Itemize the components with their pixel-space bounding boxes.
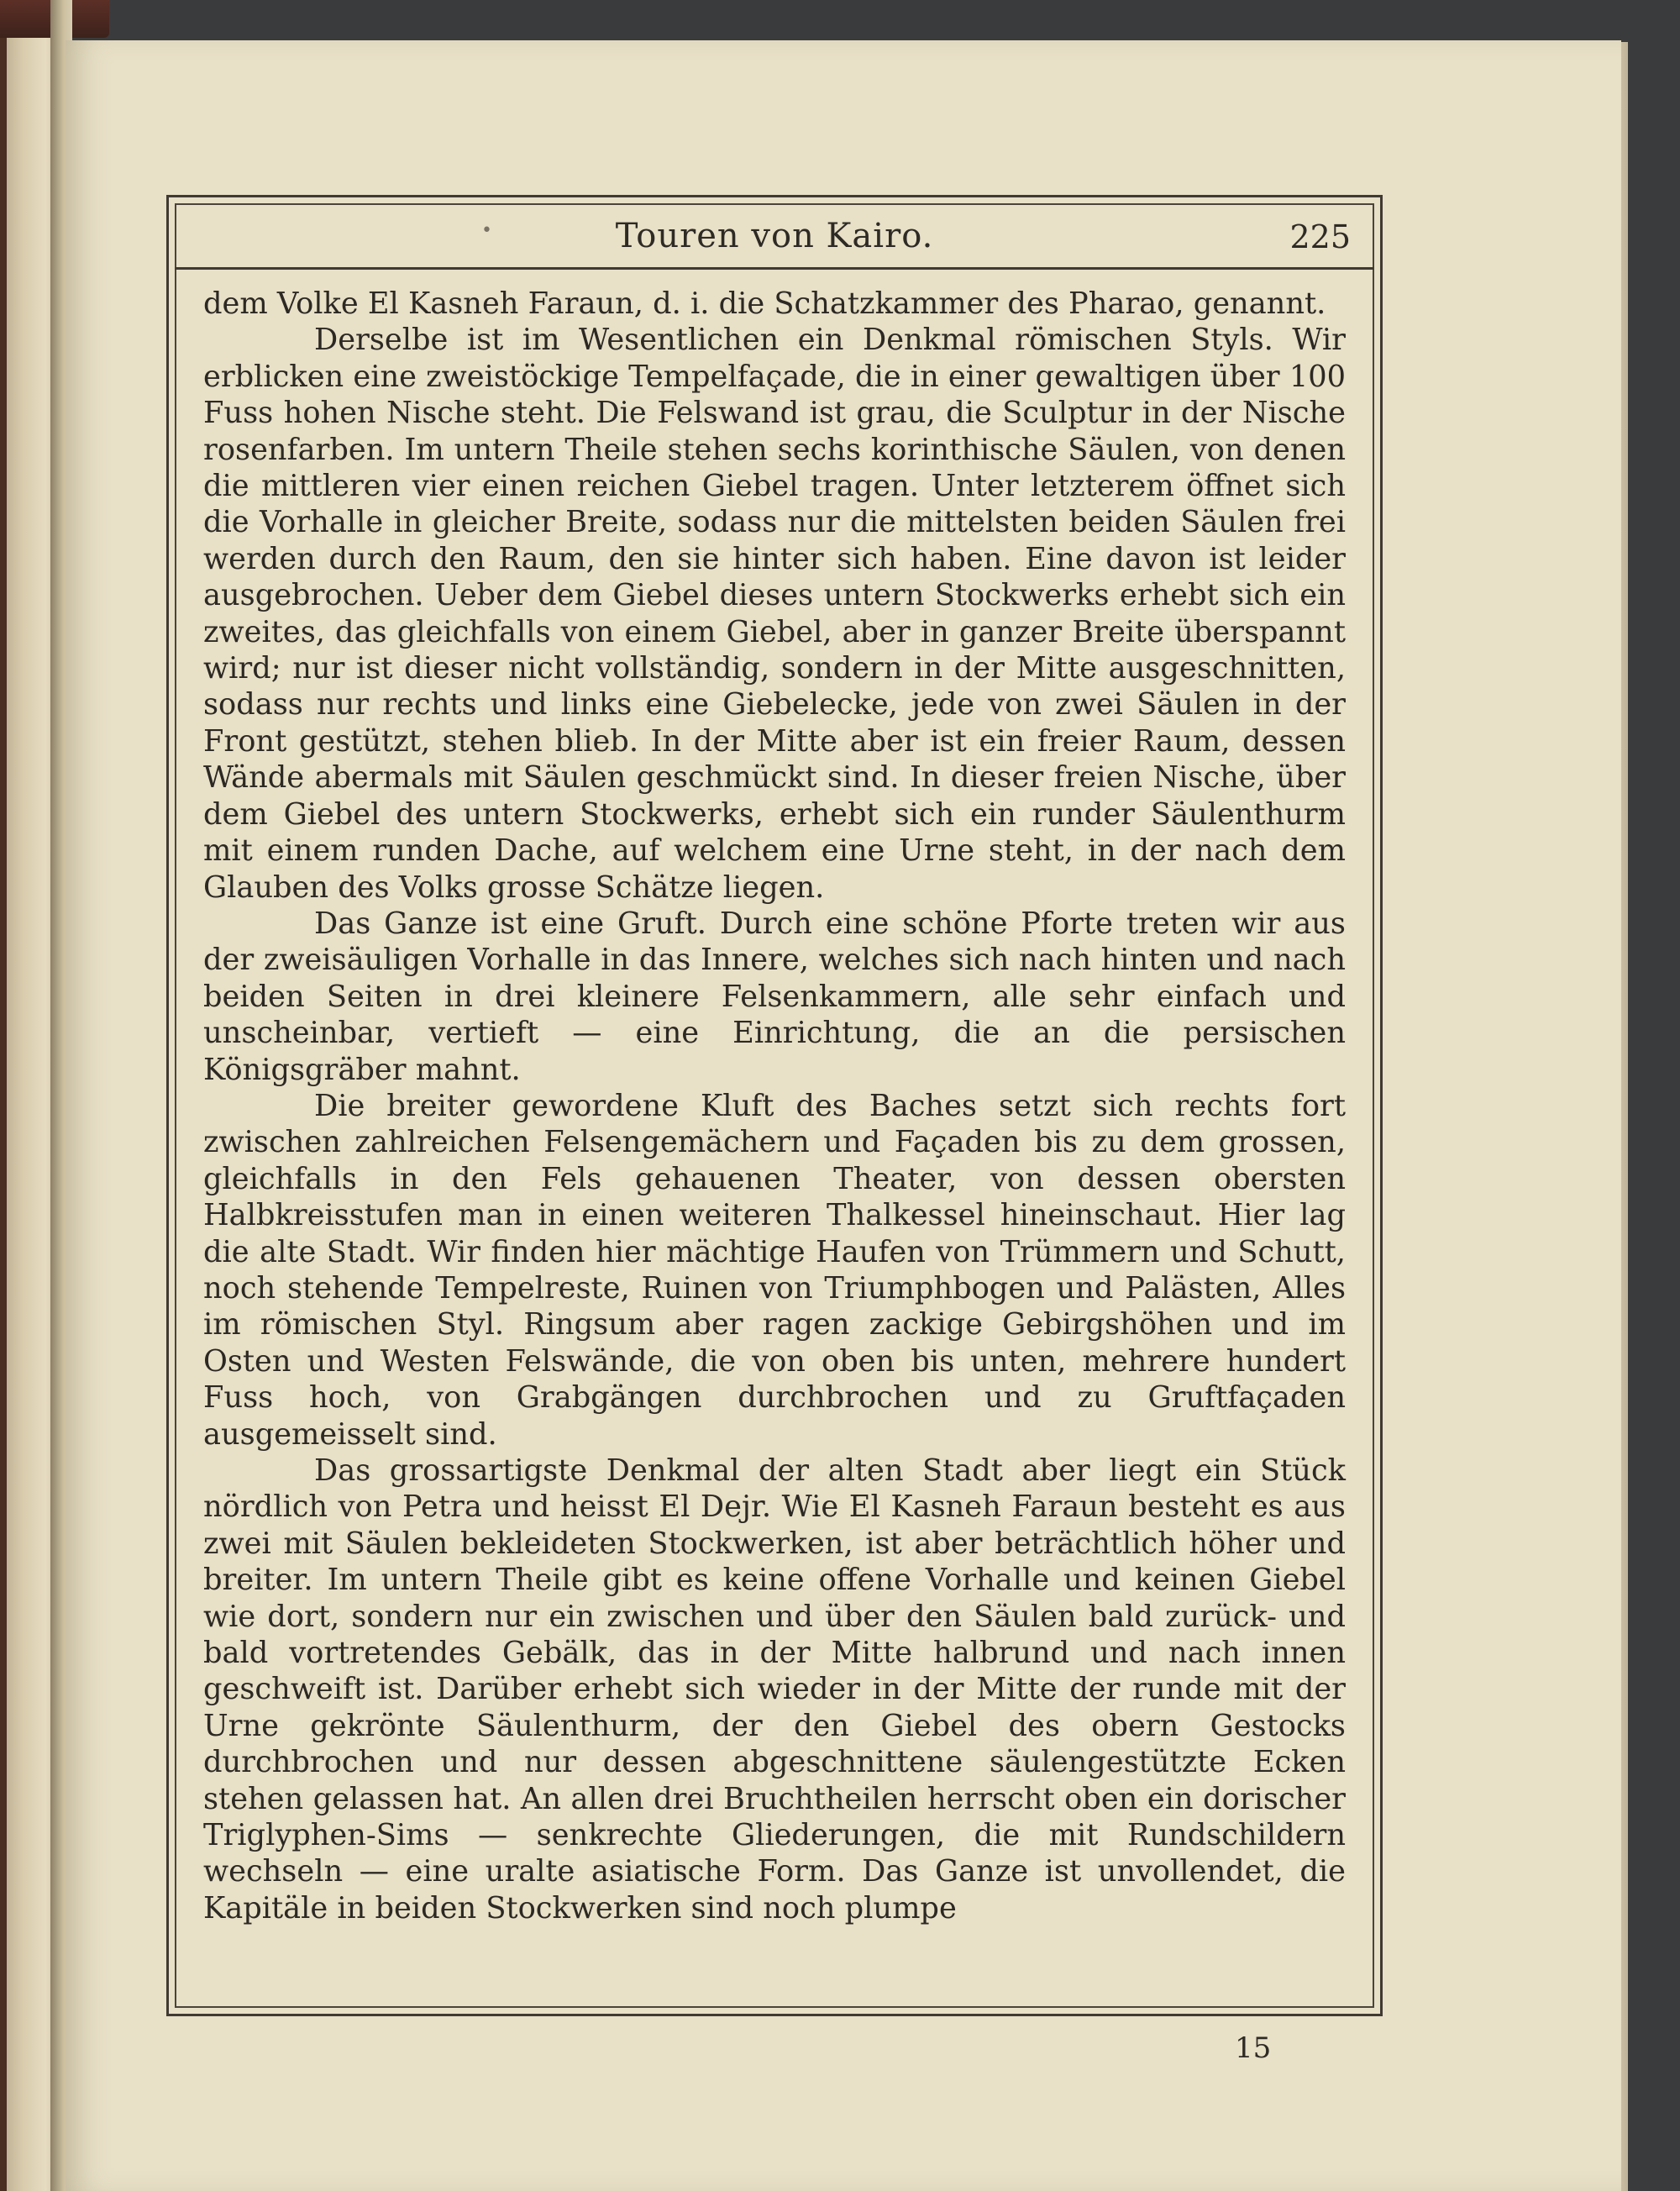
paragraph-continuation: dem Volke El Kasneh Faraun, d. i. die Schatzkammer des Pharao, genannt. <box>203 286 1326 321</box>
header-rule <box>175 267 1374 270</box>
page-number: 225 <box>1289 218 1351 255</box>
paragraph: Das Ganze ist eine Gruft. Durch eine schöne Pforte treten wir aus der zweisäuligen Vorhalle in das Innere, welches sich nach hinten und nach beiden Seiten in drei kleinere Felsenkammern, alle sehr einfach und unscheinbar, vertieft — eine Einrichtung, die an die persischen Königsgräber mahnt. <box>203 906 1346 1087</box>
running-title: Touren von Kairo. <box>615 217 934 255</box>
signature-mark: 15 <box>1235 2031 1272 2065</box>
paragraph: Derselbe ist im Wesentlichen ein Denkmal römischen Styls. Wir erblicken eine zweistöckige Tempelfaçade, die in einer gewaltigen über 100 Fuss hohen Nische steht. Die Felswand ist grau, die Sculptur in der Nische rosenfarben. Im untern Theile stehen sechs korinthische Säulen, von denen die mittleren vier einen reichen Giebel tragen. Unter letzterem öffnet sich die Vorhalle in gleicher Breite, sodass nur die mittelsten beiden Säulen frei werden durch den Raum, den sie hinter sich haben. Eine davon ist leider ausgebrochen. Ueber dem Giebel dieses untern Stockwerks erhebt sich ein zweites, das gleichfalls von einem Giebel, aber in ganzer Breite überspannt wird; nur ist dieser nicht vollständig, sondern in der Mitte ausgeschnitten, sodass nur rechts und links eine Giebelecke, jede von zwei Säulen in der Front gestützt, stehen blieb. In der Mitte aber ist ein freier Raum, dessen Wände abermals mit Säulen geschmückt sind. In dieser freien Nische, über dem Giebel des untern Stockwerks, erhebt sich ein runder Säulenthurm mit einem runden Dache, auf welchem eine Urne steht, in der nach dem Glauben des Volks grosse Schätze liegen. <box>203 323 1346 905</box>
paragraph: Das grossartigste Denkmal der alten Stadt aber liegt ein Stück nördlich von Petra und heisst El Dejr. Wie El Kasneh Faraun besteht es aus zwei mit Säulen bekleideten Stockwerken, ist aber beträchtlich höher und breiter. Im untern Theile gibt es keine offene Vorhalle und keinen Giebel wie dort, sondern nur ein zwischen und über den Säulen bald zurück- und bald vortretendes Gebälk, das in der Mitte halbrund und nach innen geschweift ist. Darüber erhebt sich wieder in der Mitte der runde mit der Urne gekrönte Säulenthurm, der den Giebel des obern Gestocks durchbrochen und nur dessen abgeschnittene säulengestützte Ecken stehen gelassen hat. An allen drei Bruchtheilen herrscht oben ein dorischer Triglyphen-Sims — senkrechte Gliederungen, die mit Rundschildern wechseln — eine uralte asiatische Form. Das Ganze ist unvollendet, die Kapitäle in beiden Stockwerken sind noch plumpe <box>203 1453 1346 1926</box>
book-cover-edge <box>0 0 7 2191</box>
running-header <box>175 208 1374 271</box>
paragraph: Die breiter gewordene Kluft des Baches setzt sich rechts fort zwischen zahlreichen Felsengemächern und Façaden bis zu dem grossen, gleichfalls in den Fels gehauenen Theater, von dessen obersten Halbkreisstufen man in einen weiteren Thalkessel hineinschaut. Hier lag die alte Stadt. Wir finden hier mächtige Haufen von Trümmern und Schutt, noch stehende Tempelreste, Ruinen von Triumphbogen und Palästen, Alles im römischen Styl. Ringsum aber ragen zackige Gebirgshöhen und im Osten und Westen Felswände, die von oben bis unten, mehrere hundert Fuss hoch, von Grabgängen durchbrochen und zu Gruftfaçaden ausgemeisselt sind. <box>203 1088 1346 1452</box>
header-ornament: • <box>481 220 492 241</box>
body-text <box>203 286 1346 1926</box>
